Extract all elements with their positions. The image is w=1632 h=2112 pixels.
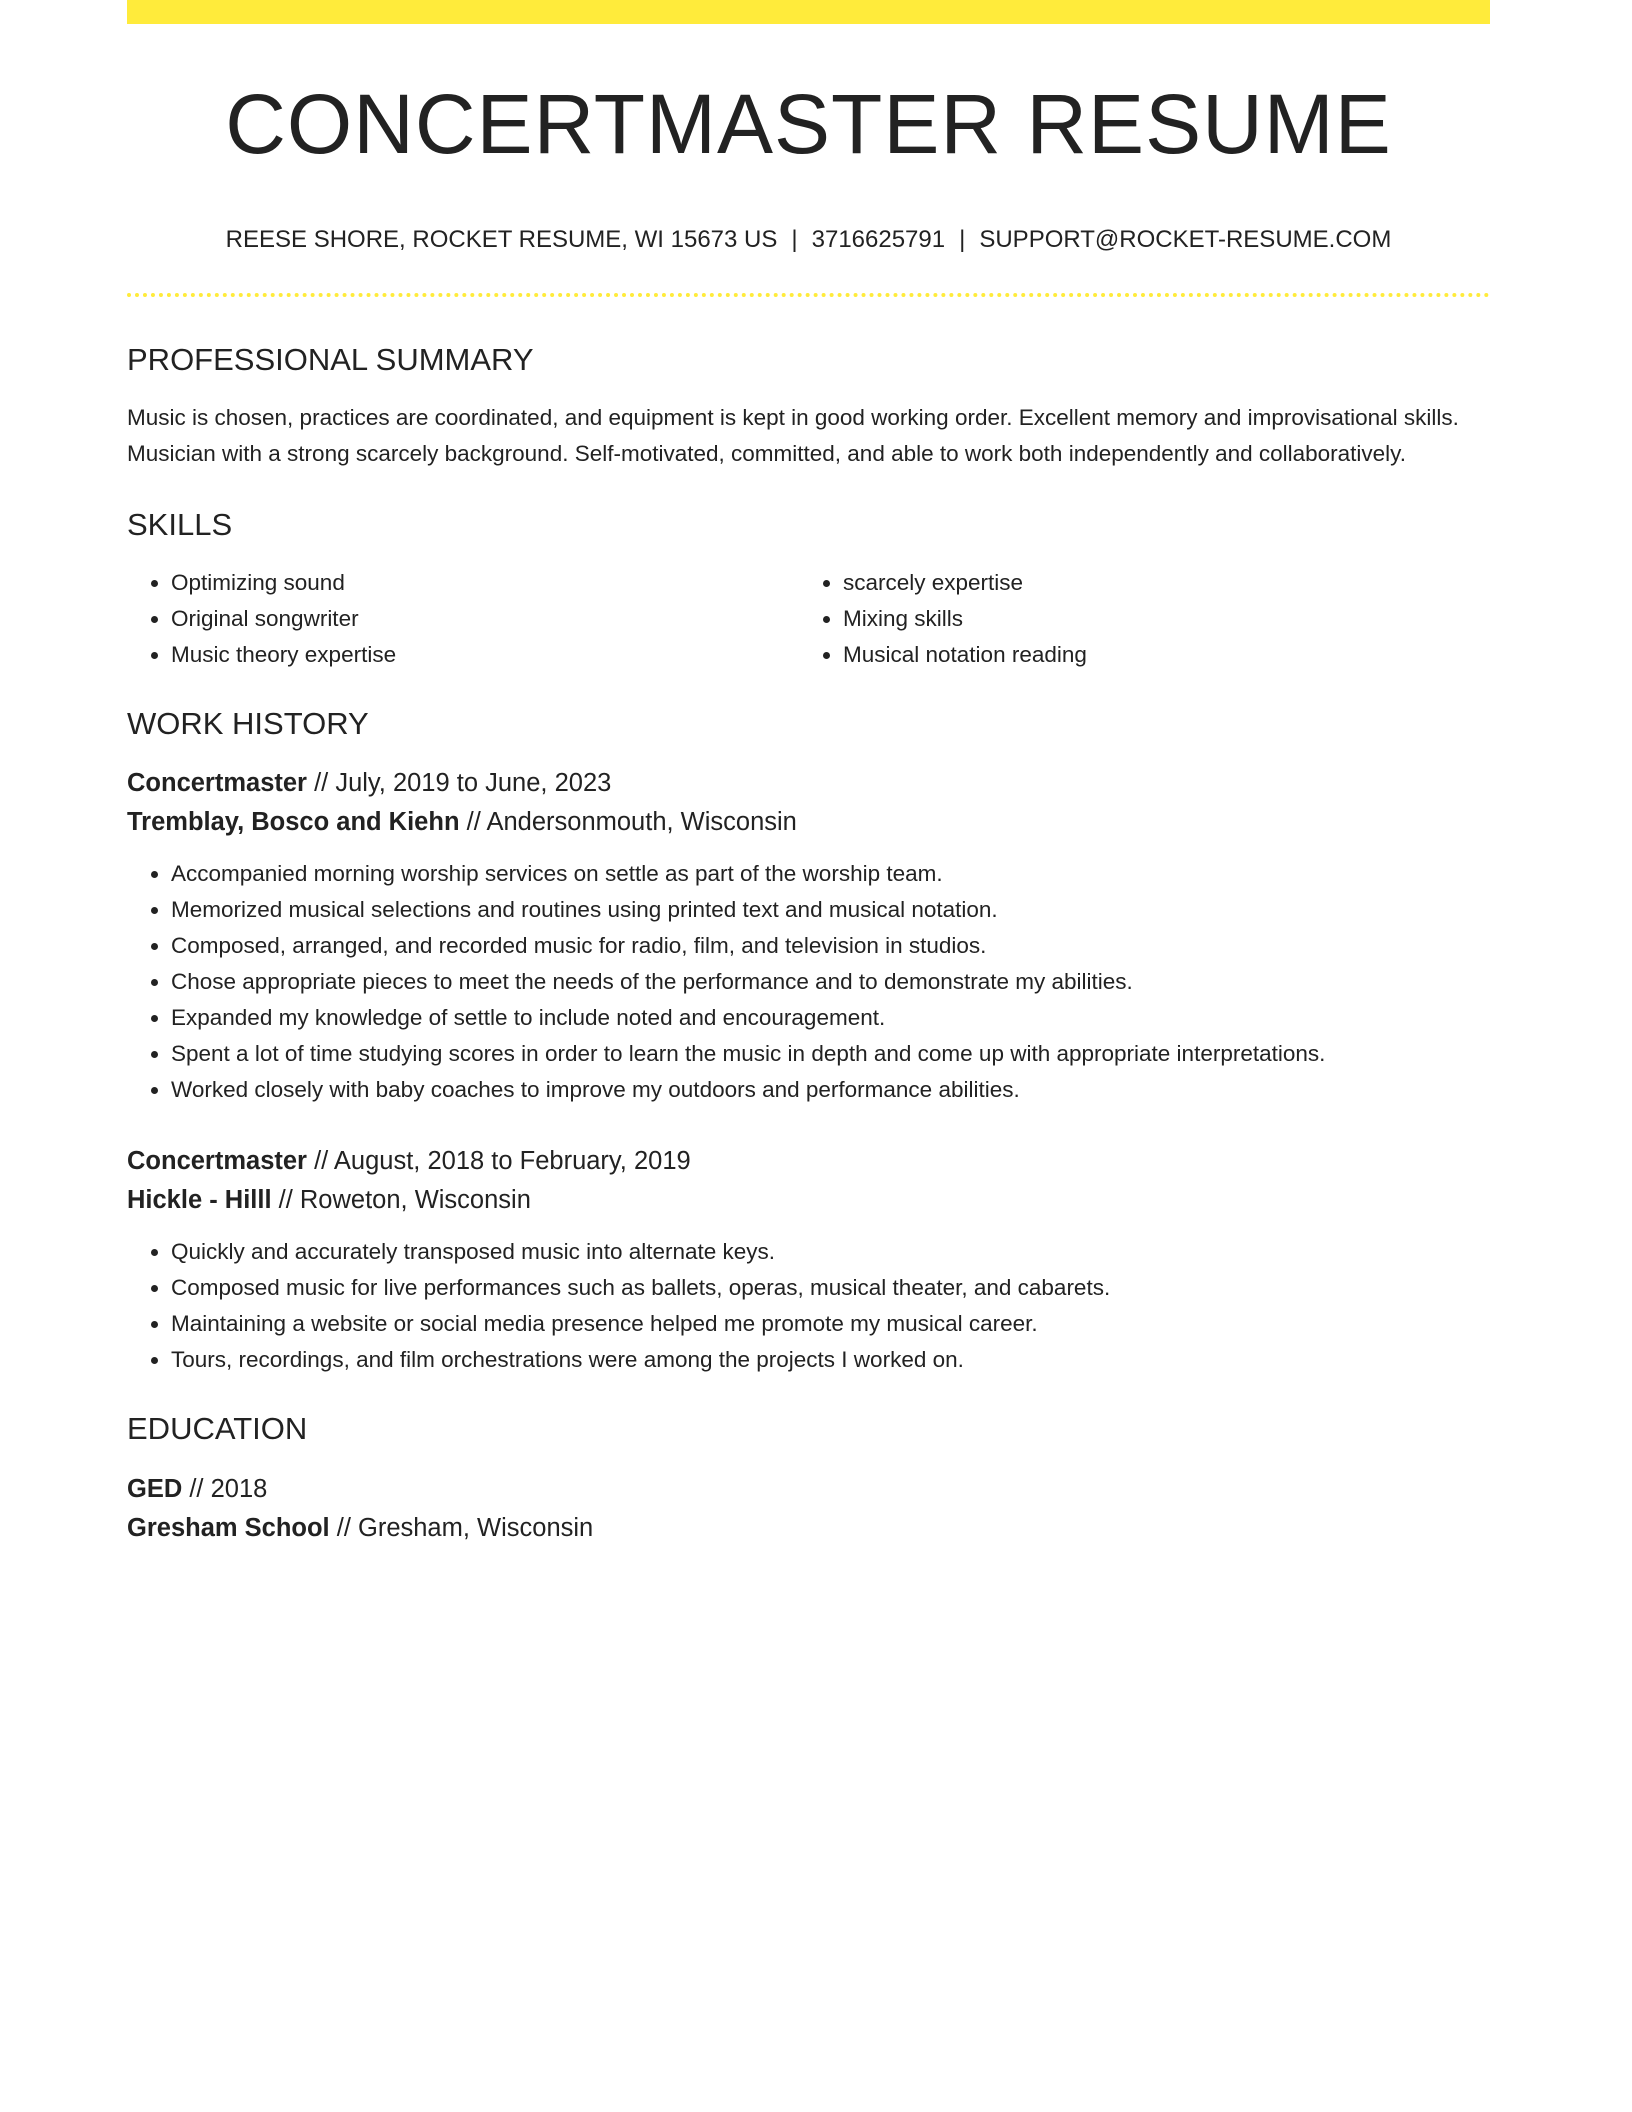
job-bullets <box>127 1234 1490 1378</box>
job-company-line <box>127 803 1490 842</box>
summary-heading: PROFESSIONAL SUMMARY <box>127 341 534 377</box>
dotted-divider <box>127 293 1490 297</box>
education-year: // 2018 <box>182 1474 268 1503</box>
contact-separator: | <box>791 226 798 253</box>
job-bullets <box>127 856 1490 1108</box>
education-degree: GED <box>127 1474 183 1503</box>
summary-text: Music is chosen, practices are coordinated, and equipment is kept in good working order. Excellent memory and improvisational skills. Musician with a strong scarcely background. Self-motivated, committed, and able to work both independently and collaboratively. <box>127 404 1459 466</box>
education-degree-line <box>127 1470 1490 1509</box>
job-bullet: • Chose appropriate pieces to meet the needs of the performance and to demonstrate my abilities. <box>171 964 1490 1000</box>
job-bullet: • Maintaining a website or social media presence helped me promote my musical career. <box>171 1306 1490 1342</box>
education-location: // Gresham, Wisconsin <box>329 1513 594 1542</box>
skills-heading: SKILLS <box>127 506 233 542</box>
job-bullet: • Worked closely with baby coaches to improve my outdoors and performance abilities. <box>171 1072 1490 1108</box>
skill-item: • scarcely expertise <box>843 565 1471 601</box>
skill-item: • Original songwriter <box>171 601 799 637</box>
job-dates: // July, 2019 to June, 2023 <box>306 769 612 798</box>
job-title-line <box>127 1142 1490 1181</box>
contact-email: SUPPORT@ROCKET-RESUME.COM <box>979 226 1392 253</box>
skill-item: • Optimizing sound <box>171 565 799 601</box>
education-school-line <box>127 1509 1490 1548</box>
job-company: Hickle - Hilll <box>127 1186 272 1215</box>
skills-list <box>127 565 1490 673</box>
education-entry <box>127 1470 1490 1548</box>
skills-column-left <box>127 565 799 673</box>
job-bullet: • Composed, arranged, and recorded music for radio, film, and television in studios. <box>171 928 1490 964</box>
contact-line <box>127 226 1490 255</box>
education-school: Gresham School <box>127 1513 330 1542</box>
job-bullet: • Memorized musical selections and routines using printed text and musical notation. <box>171 892 1490 928</box>
resume-page <box>127 0 1490 1548</box>
skill-item: • Music theory expertise <box>171 637 799 673</box>
education-heading: EDUCATION <box>127 1411 308 1447</box>
job-dates: // August, 2018 to February, 2019 <box>306 1147 691 1176</box>
work-history-heading: WORK HISTORY <box>127 706 369 742</box>
job-entry <box>127 1142 1490 1378</box>
contact-address: REESE SHORE, ROCKET RESUME, WI 15673 US <box>225 226 778 253</box>
job-bullet: • Tours, recordings, and film orchestrations were among the projects I worked on. <box>171 1342 1490 1378</box>
job-title: Concertmaster <box>127 1147 307 1176</box>
job-bullet: • Spent a lot of time studying scores in order to learn the music in depth and come up with appropriate interpretations. <box>171 1036 1490 1072</box>
skills-column-right <box>799 565 1471 673</box>
job-location: // Roweton, Wisconsin <box>271 1186 531 1215</box>
skill-item: • Musical notation reading <box>843 637 1471 673</box>
accent-top-bar <box>127 0 1490 24</box>
job-location: // Andersonmouth, Wisconsin <box>459 808 797 837</box>
job-bullet: • Composed music for live performances such as ballets, operas, musical theater, and cabarets. <box>171 1270 1490 1306</box>
job-title: Concertmaster <box>127 769 307 798</box>
job-title-line <box>127 764 1490 803</box>
job-company-line <box>127 1181 1490 1220</box>
page-title: CONCERTMASTER RESUME <box>225 77 1392 171</box>
job-entry <box>127 764 1490 1108</box>
contact-separator: | <box>959 226 966 253</box>
job-company: Tremblay, Bosco and Kiehn <box>127 808 460 837</box>
job-bullet: • Quickly and accurately transposed music into alternate keys. <box>171 1234 1490 1270</box>
job-bullet: • Expanded my knowledge of settle to include noted and encouragement. <box>171 1000 1490 1036</box>
contact-phone: 3716625791 <box>811 226 946 253</box>
job-bullet: • Accompanied morning worship services on settle as part of the worship team. <box>171 856 1490 892</box>
skill-item: • Mixing skills <box>843 601 1471 637</box>
